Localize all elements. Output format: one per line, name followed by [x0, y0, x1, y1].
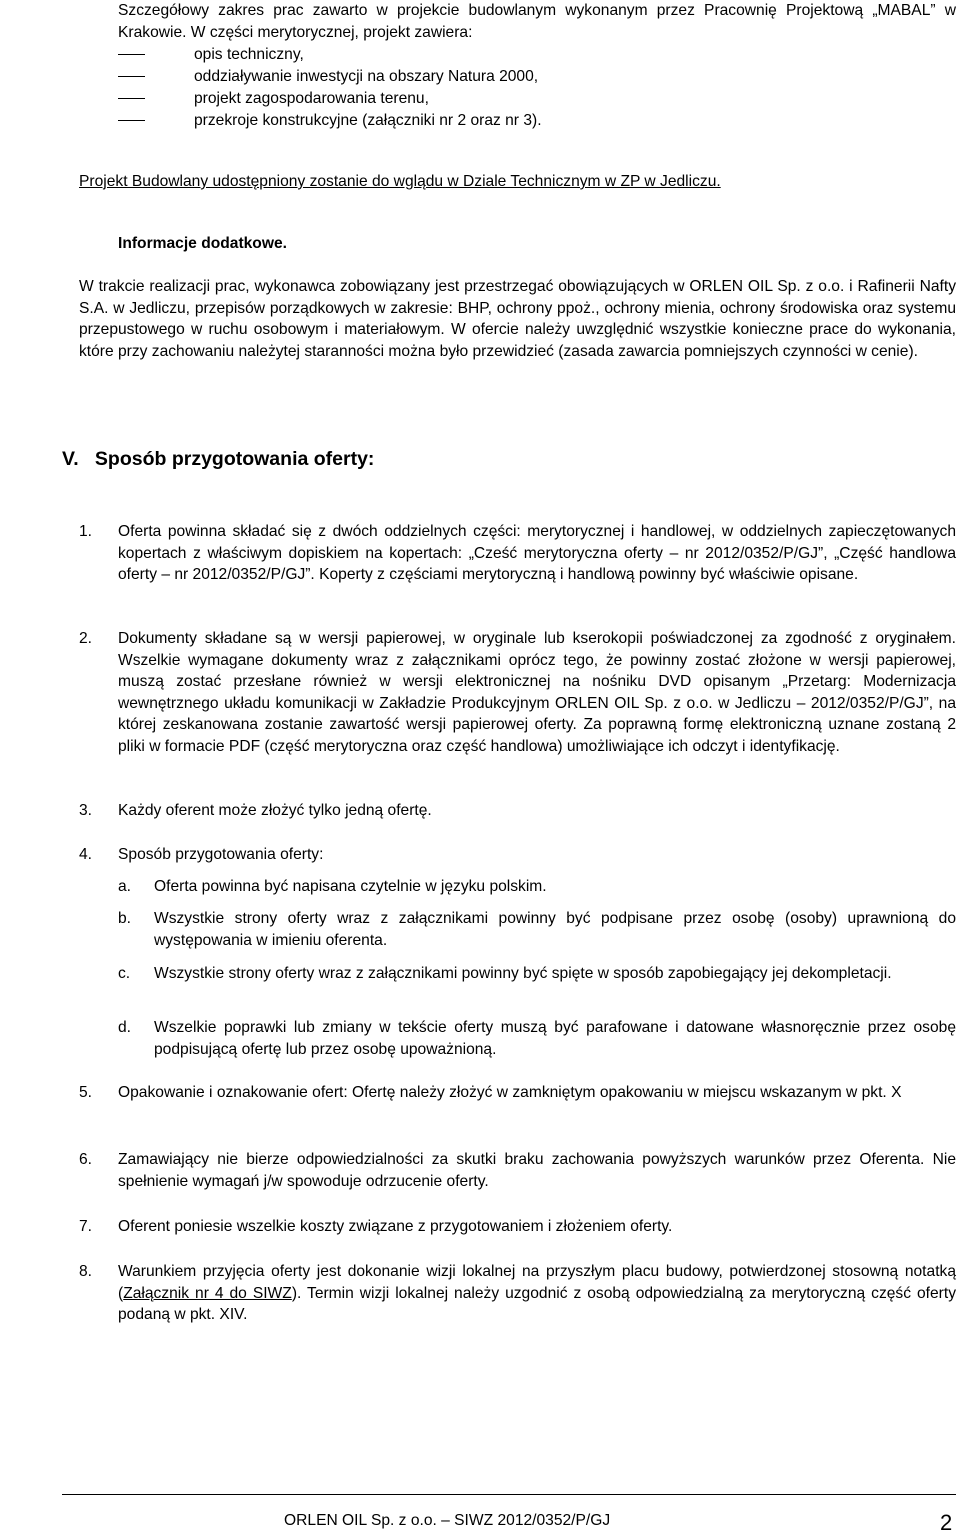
- section-number: V.: [62, 448, 79, 470]
- section-heading: [62, 449, 374, 471]
- list-item-4: 4. Sposób przygotowania oferty:: [79, 846, 324, 863]
- list-item-7: 7. Oferent poniesie wszelkie koszty związane z przygotowaniem i złożeniem oferty.: [79, 1218, 673, 1235]
- dash-bullet: [118, 76, 145, 77]
- dash-bullet: [118, 120, 145, 121]
- attachment-reference: Załącznik nr 4 do SIWZ: [123, 1284, 292, 1302]
- dash-bullet: [118, 98, 145, 99]
- page-number: 2: [940, 1510, 953, 1535]
- additional-info-heading: Informacje dodatkowe.: [118, 235, 287, 252]
- additional-info-paragraph: W trakcie realizacji prac, wykonawca zobowiązany jest przestrzegać obowiązujących w ORLEN OIL Sp. z o.o. i Rafinerii Nafty S.A. w Jedliczu, przepisów porządkowych w zakresie: BHP, ochrony ppoż., ochrony mienia, ochrony środowiska oraz systemu przepustowego w ruchu osobowym i materiałowym. W ofercie należy uwzględnić wszystkie konieczne prace do wykonania, które przy zachowaniu należytej staranności można było przewidzieć (zasada zawarcia pomniejszych czynności w cenie).: [79, 278, 956, 360]
- project-availability-note: Projekt Budowlany udostępniony zostanie do wglądu w Dziale Technicznym w ZP w Jedliczu.: [79, 173, 721, 190]
- list-item: przekroje konstrukcyjne (załączniki nr 2 oraz nr 3).: [118, 110, 878, 132]
- list-item: oddziaływanie inwestycji na obszary Natura 2000,: [118, 66, 878, 88]
- dash-bullet: [118, 54, 145, 55]
- sub-item-a: a. Oferta powinna być napisana czytelnie w języku polskim.: [118, 878, 547, 895]
- list-item-1: 1. Oferta powinna składać się z dwóch oddzielnych części: merytorycznej i handlowej, w oddzielnych zapieczętowanych kopertach z właściwym dopiskiem na kopertach: „Cześć merytoryczna oferty – nr 2012/0352/P/GJ”, „Część handlowa oferty – nr 2012/0352/P/GJ”. Koperty z częściami merytoryczną i handlową powinny być właściwie opisane.: [79, 523, 956, 583]
- list-item: projekt zagospodarowania terenu,: [118, 88, 878, 110]
- section-title: Sposób przygotowania oferty:: [94, 448, 375, 470]
- intro-paragraph: Szczegółowy zakres prac zawarto w projekcie budowlanym wykonanym przez Pracownię Projektową „MABAL” w Krakowie. W części merytorycznej, projekt zawiera:: [118, 2, 956, 41]
- list-item-2: 2. Dokumenty składane są w wersji papierowej, w oryginale lub kserokopii poświadczonej za zgodność z oryginałem. Wszelkie wymagane dokumenty wraz z załącznikami oprócz tego, że powinny zostać złożone w wersji papierowej, muszą zostać przesłane również w wersji elektronicznej na nośniku DVD opisanym „Przetarg: Modernizacja wewnętrznego układu komunikacji w Zakładzie Produkcyjnym ORLEN OIL Sp. z o.o. w Jedliczu – 2012/0352/P/GJ”, na której zeskanowana zostanie zawartość wersji papierowej oferty. Za poprawną formę elektroniczną uznane zostaną 2 pliki w formacie PDF (część merytoryczna oraz część handlowa) umożliwiające ich odczyt i identyfikację.: [79, 630, 956, 755]
- list-item: opis techniczny,: [118, 44, 878, 66]
- sub-item-d: d. Wszelkie poprawki lub zmiany w tekście oferty muszą być parafowane i datowane własnoręcznie przez osobę podpisującą ofertę lub przez osobę upoważnioną.: [118, 1019, 956, 1058]
- list-item-6: 6. Zamawiający nie bierze odpowiedzialności za skutki braku zachowania powyższych warunków przez Oferenta. Nie spełnienie wymagań j/w spowoduje odrzucenie oferty.: [79, 1151, 956, 1190]
- footer-text: ORLEN OIL Sp. z o.o. – SIWZ 2012/0352/P/GJ: [284, 1512, 611, 1529]
- sub-item-b: b. Wszystkie strony oferty wraz z załącznikami powinny być podpisane przez osobę (osoby) uprawnioną do występowania w imieniu oferenta.: [118, 910, 956, 949]
- sub-item-c: c. Wszystkie strony oferty wraz z załącznikami powinny być spięte w sposób zapobiegający jej dekompletacji.: [118, 965, 892, 982]
- list-item-3: 3. Każdy oferent może złożyć tylko jedną ofertę.: [79, 802, 432, 819]
- project-contents-list: [118, 44, 878, 132]
- footer-divider: [62, 1494, 956, 1495]
- list-item-8: 8. Warunkiem przyjęcia oferty jest dokonanie wizji lokalnej na przyszłym placu budowy, potwierdzonej stosowną notatką (Załącznik nr 4 do SIWZ). Termin wizji lokalnej należy uzgodnić z osobą odpowiedzialną za merytoryczną część oferty podaną w pkt. XIV.: [79, 1263, 956, 1323]
- list-item-5: 5. Opakowanie i oznakowanie ofert: Ofertę należy złożyć w zamkniętym opakowaniu w miejscu wskazanym w pkt. X: [79, 1084, 902, 1101]
